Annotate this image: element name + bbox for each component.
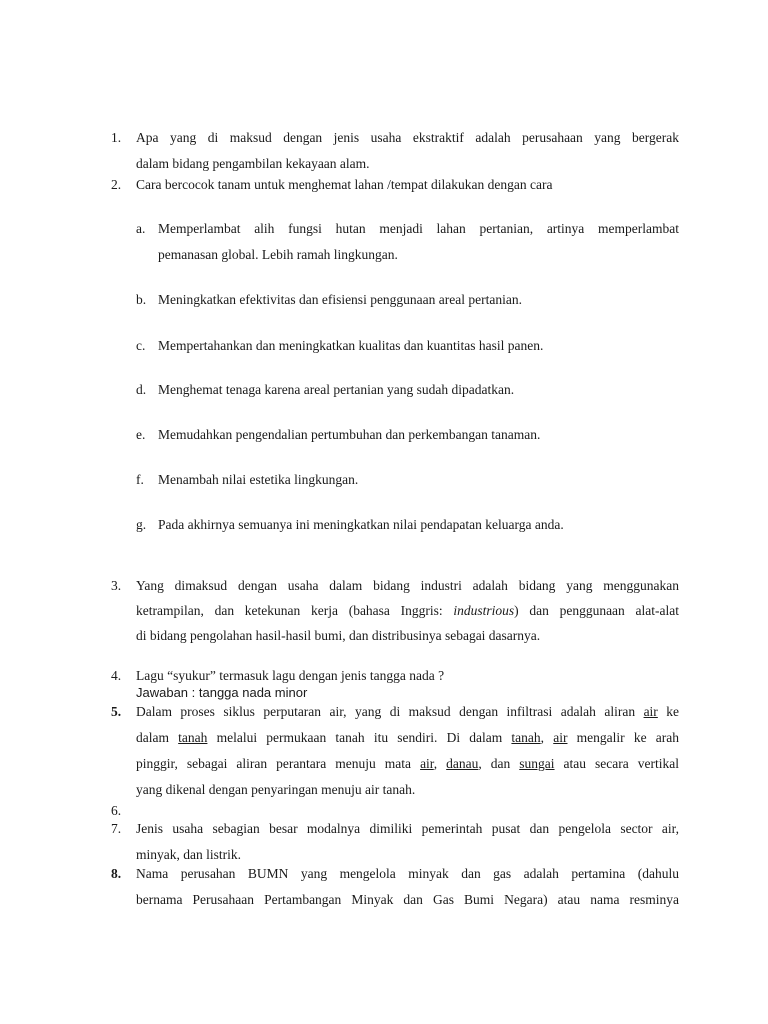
text-segment: melalui permukaan tanah itu sendiri. Di dalam xyxy=(207,730,512,745)
underlined-term: tanah xyxy=(511,730,541,745)
list-text-line: Meningkatkan efektivitas dan efisiensi penggunaan areal pertanian. xyxy=(158,292,522,307)
text-segment: ke xyxy=(657,704,680,719)
list-text-line: pemanasan global. Lebih ramah lingkungan. xyxy=(158,247,398,262)
text-segment: Dalam proses siklus perputaran air, yang di maksud dengan infiltrasi adalah aliran xyxy=(136,704,644,719)
answer-text: Jawaban : tangga nada minor xyxy=(136,685,308,700)
text-segment: mengalir ke arah xyxy=(567,730,679,745)
question-number: 2. xyxy=(111,177,122,192)
underlined-term: air xyxy=(420,756,434,771)
text-segment: dalam xyxy=(136,730,179,745)
list-letter: a. xyxy=(136,221,146,236)
question-text-line xyxy=(136,704,679,720)
list-text-line: Menambah nilai estetika lingkungan. xyxy=(158,472,359,487)
text-segment: atau secara vertikal xyxy=(554,756,679,771)
underlined-term: air xyxy=(553,730,568,745)
question-number: 3. xyxy=(111,578,122,593)
text-segment: pinggir, sebagai aliran perantara menuju mata xyxy=(136,756,421,771)
underlined-term: sungai xyxy=(519,756,555,771)
text-segment: , xyxy=(433,756,447,771)
text-segment: , dan xyxy=(478,756,520,771)
question-text-line: Apa yang di maksud dengan jenis usaha ekstraktif adalah perusahaan yang bergerak xyxy=(136,130,679,145)
question-number: 8. xyxy=(111,866,122,881)
text-segment: ) dan penggunaan alat-alat xyxy=(514,603,679,618)
question-text-line xyxy=(136,730,679,746)
text-segment: ketrampilan, dan ketekunan kerja (bahasa Inggris: xyxy=(136,603,454,618)
question-text-line: Lagu “syukur” termasuk lagu dengan jenis tangga nada ? xyxy=(136,668,445,683)
question-text-line xyxy=(136,756,679,772)
question-text-line: bernama Perusahaan Pertambangan Minyak dan Gas Bumi Negara) atau nama resminya xyxy=(136,892,679,907)
list-letter: f. xyxy=(136,472,144,487)
question-text-line xyxy=(136,603,679,619)
underlined-term: tanah xyxy=(178,730,208,745)
question-text-line: yang dikenal dengan penyaringan menuju air tanah. xyxy=(136,782,416,797)
question-text-line: dalam bidang pengambilan kekayaan alam. xyxy=(136,156,370,171)
list-letter: e. xyxy=(136,427,146,442)
question-text-line: Yang dimaksud dengan usaha dalam bidang industri adalah bidang yang menggunakan xyxy=(136,578,679,593)
question-text-line: Nama perusahan BUMN yang mengelola minyak dan gas adalah pertamina (dahulu xyxy=(136,866,679,881)
list-text-line: Menghemat tenaga karena areal pertanian yang sudah dipadatkan. xyxy=(158,382,515,397)
underlined-term: air xyxy=(643,704,658,719)
text-segment: , xyxy=(540,730,554,745)
list-letter: b. xyxy=(136,292,147,307)
list-text-line: Memudahkan pengendalian pertumbuhan dan perkembangan tanaman. xyxy=(158,427,541,442)
question-number: 7. xyxy=(111,821,122,836)
question-text-line: Cara bercocok tanam untuk menghemat lahan /tempat dilakukan dengan cara xyxy=(136,177,553,192)
list-text-line: Pada akhirnya semuanya ini meningkatkan nilai pendapatan keluarga anda. xyxy=(158,517,564,532)
list-letter: c. xyxy=(136,338,146,353)
list-text-line: Mempertahankan dan meningkatkan kualitas dan kuantitas hasil panen. xyxy=(158,338,544,353)
question-number: 1. xyxy=(111,130,122,145)
underlined-term: danau xyxy=(446,756,479,771)
question-text-line: minyak, dan listrik. xyxy=(136,847,241,862)
list-letter: g. xyxy=(136,517,147,532)
italic-term: industrious xyxy=(453,603,515,618)
question-text-line: Jenis usaha sebagian besar modalnya dimiliki pemerintah pusat dan pengelola sector air, xyxy=(136,821,679,836)
question-number: 4. xyxy=(111,668,122,683)
question-number: 6. xyxy=(111,803,122,818)
question-text-line: di bidang pengolahan hasil-hasil bumi, dan distribusinya sebagai dasarnya. xyxy=(136,628,541,643)
question-number: 5. xyxy=(111,704,122,719)
list-text-line: Memperlambat alih fungsi hutan menjadi lahan pertanian, artinya memperlambat xyxy=(158,221,679,236)
list-letter: d. xyxy=(136,382,147,397)
